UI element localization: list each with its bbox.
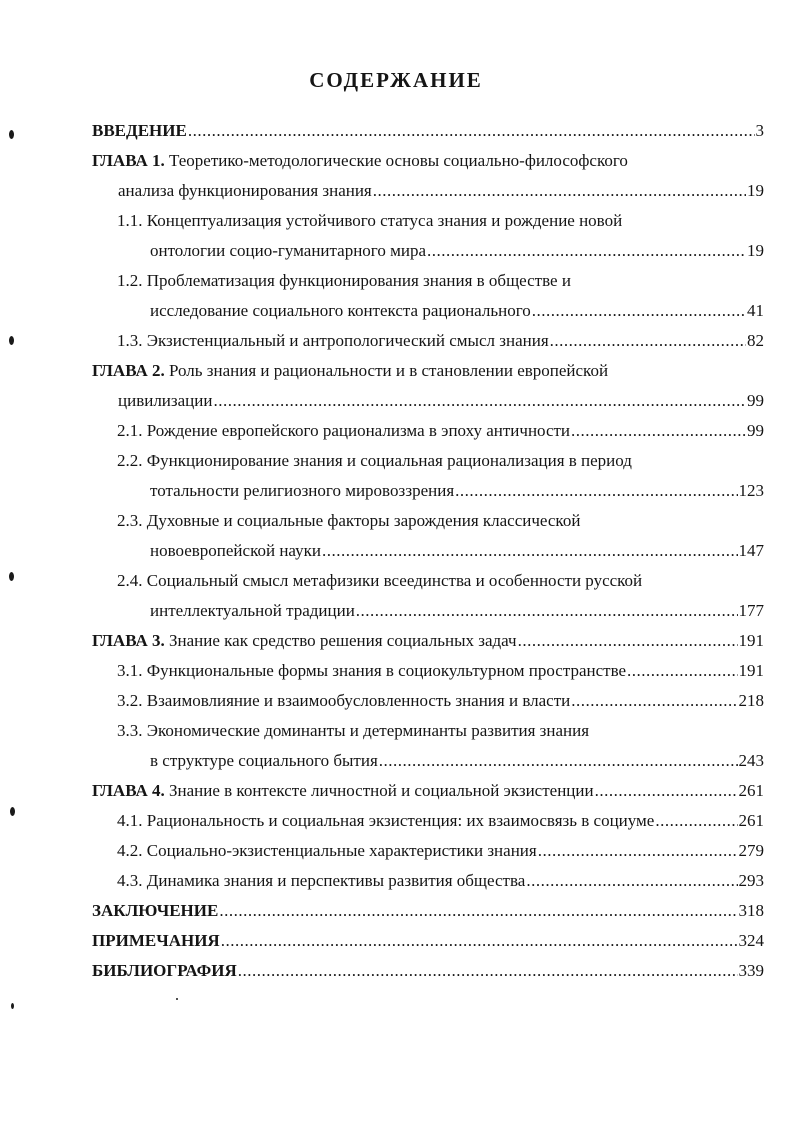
page-number: 324 (738, 931, 764, 950)
toc-entry-text: цивилизации (118, 391, 213, 410)
page-number: 123 (738, 481, 764, 500)
page-number: 243 (738, 751, 764, 770)
dot-leader (526, 866, 737, 896)
toc-entry-text: 1.2. Проблематизация функционирования знания в обществе и (117, 271, 571, 290)
dot-leader (238, 956, 738, 986)
dot-leader (455, 476, 737, 506)
page-number: 19 (747, 181, 764, 200)
dot-leader (373, 176, 746, 206)
toc-entry-text: 4.1. Рациональность и социальная экзистенция: их взаимосвязь в социуме (117, 811, 655, 830)
toc-entry-text: тотальности религиозного мировоззрения (150, 481, 455, 500)
table-of-contents (0, 116, 792, 986)
page-number: 19 (747, 241, 764, 260)
toc-entry-text: ПРИМЕЧАНИЯ (92, 931, 220, 950)
toc-section-line (117, 266, 764, 296)
page-number: 293 (738, 871, 764, 890)
page-number: 339 (738, 961, 764, 980)
dot-leader (322, 536, 738, 566)
dot-leader (595, 776, 738, 806)
toc-entry-text: ВВЕДЕНИЕ (92, 121, 187, 140)
toc-entry-text: Знание в контексте личностной и социальной экзистенции (169, 781, 594, 800)
scan-speck (176, 998, 178, 1000)
page-number: 147 (738, 541, 764, 560)
toc-entry-text: БИБЛИОГРАФИЯ (92, 961, 237, 980)
dot-leader (219, 896, 737, 926)
scan-speck (9, 336, 14, 345)
chapter-label: ГЛАВА 4. (92, 781, 165, 800)
dot-leader (379, 746, 738, 776)
toc-chapter-line (92, 776, 764, 806)
toc-entry-text: 4.2. Социально-экзистенциальные характеристики знания (117, 841, 537, 860)
page-number: 191 (738, 661, 764, 680)
toc-entry-text: 2.2. Функционирование знания и социальная рационализация в период (117, 451, 632, 470)
page-number: 41 (747, 301, 764, 320)
toc-entry-text: интеллектуальной традиции (150, 601, 355, 620)
page-number: 177 (738, 601, 764, 620)
scan-speck (9, 572, 14, 581)
toc-section-line (117, 716, 764, 746)
toc-entry-text: Теоретико-методологические основы социально-философского (169, 151, 628, 170)
page-number: 218 (738, 691, 764, 710)
scan-speck (11, 1003, 14, 1009)
scan-speck (9, 130, 14, 139)
chapter-label: ГЛАВА 3. (92, 631, 165, 650)
toc-section-line (117, 836, 764, 866)
toc-entry-text: 1.1. Концептуализация устойчивого статуса знания и рождение новой (117, 211, 623, 230)
dot-leader (550, 326, 746, 356)
page-number: 261 (738, 811, 764, 830)
toc-chapter-line (118, 176, 764, 206)
toc-section-line (117, 206, 764, 236)
toc-section-line (117, 416, 764, 446)
toc-chapter-line (92, 626, 764, 656)
toc-section-line (117, 326, 764, 356)
toc-entry-text: 1.3. Экзистенциальный и антропологический смысл знания (117, 331, 549, 350)
toc-section-line (150, 746, 764, 776)
page-number: 99 (747, 391, 764, 410)
toc-heading-line (92, 896, 764, 926)
page-number: 99 (747, 421, 764, 440)
page-number: 82 (747, 331, 764, 350)
page-number: 261 (738, 781, 764, 800)
toc-entry-text: Роль знания и рациональности и в становлении европейской (169, 361, 609, 380)
page-number: 318 (738, 901, 764, 920)
toc-entry-text: новоевропейской науки (150, 541, 321, 560)
toc-entry-text: исследование социального контекста рационального (150, 301, 531, 320)
toc-entry-text: 3.1. Функциональные формы знания в социокультурном пространстве (117, 661, 627, 680)
chapter-label: ГЛАВА 2. (92, 361, 165, 380)
toc-entry-text: 3.3. Экономические доминанты и детерминанты развития знания (117, 721, 590, 740)
toc-section-line (117, 686, 764, 716)
dot-leader (655, 806, 737, 836)
dot-leader (356, 596, 738, 626)
dot-leader (213, 386, 746, 416)
page-title: СОДЕРЖАНИЕ (309, 68, 483, 92)
page-number: 3 (755, 121, 764, 140)
toc-section-line (150, 596, 764, 626)
dot-leader (627, 656, 737, 686)
dot-leader (538, 836, 738, 866)
page-number: 279 (738, 841, 764, 860)
toc-section-line (150, 236, 764, 266)
toc-entry-text: 2.3. Духовные и социальные факторы зарождения классической (117, 511, 581, 530)
toc-section-line (117, 446, 764, 476)
toc-heading-line (92, 116, 764, 146)
dot-leader (221, 926, 738, 956)
dot-leader (427, 236, 746, 266)
dot-leader (532, 296, 746, 326)
toc-section-line (117, 566, 764, 596)
chapter-label: ГЛАВА 1. (92, 151, 165, 170)
dot-leader (518, 626, 738, 656)
toc-entry-text: 3.2. Взаимовлияние и взаимообусловленность знания и власти (117, 691, 571, 710)
toc-entry-text: анализа функционирования знания (118, 181, 372, 200)
dot-leader (188, 116, 755, 146)
toc-entry-text: ЗАКЛЮЧЕНИЕ (92, 901, 219, 920)
toc-entry-text: в структуре социального бытия (150, 751, 378, 770)
toc-chapter-line (92, 356, 764, 386)
dot-leader (571, 686, 737, 716)
toc-section-line (117, 866, 764, 896)
toc-chapter-line (118, 386, 764, 416)
toc-entry-text: онтологии социо-гуманитарного мира (150, 241, 426, 260)
toc-section-line (117, 506, 764, 536)
toc-section-line (150, 536, 764, 566)
page-number: 191 (738, 631, 764, 650)
scan-speck (10, 807, 15, 816)
toc-heading-line (92, 926, 764, 956)
toc-entry-text: 2.4. Социальный смысл метафизики всеединства и особенности русской (117, 571, 643, 590)
toc-entry-text: 4.3. Динамика знания и перспективы развития общества (117, 871, 526, 890)
toc-section-line (150, 296, 764, 326)
toc-section-line (117, 806, 764, 836)
toc-section-line (150, 476, 764, 506)
toc-entry-text: Знание как средство решения социальных задач (169, 631, 517, 650)
dot-leader (571, 416, 746, 446)
toc-heading-line (92, 956, 764, 986)
toc-section-line (117, 656, 764, 686)
toc-chapter-line (92, 146, 764, 176)
toc-entry-text: 2.1. Рождение европейского рационализма в эпоху античности (117, 421, 571, 440)
